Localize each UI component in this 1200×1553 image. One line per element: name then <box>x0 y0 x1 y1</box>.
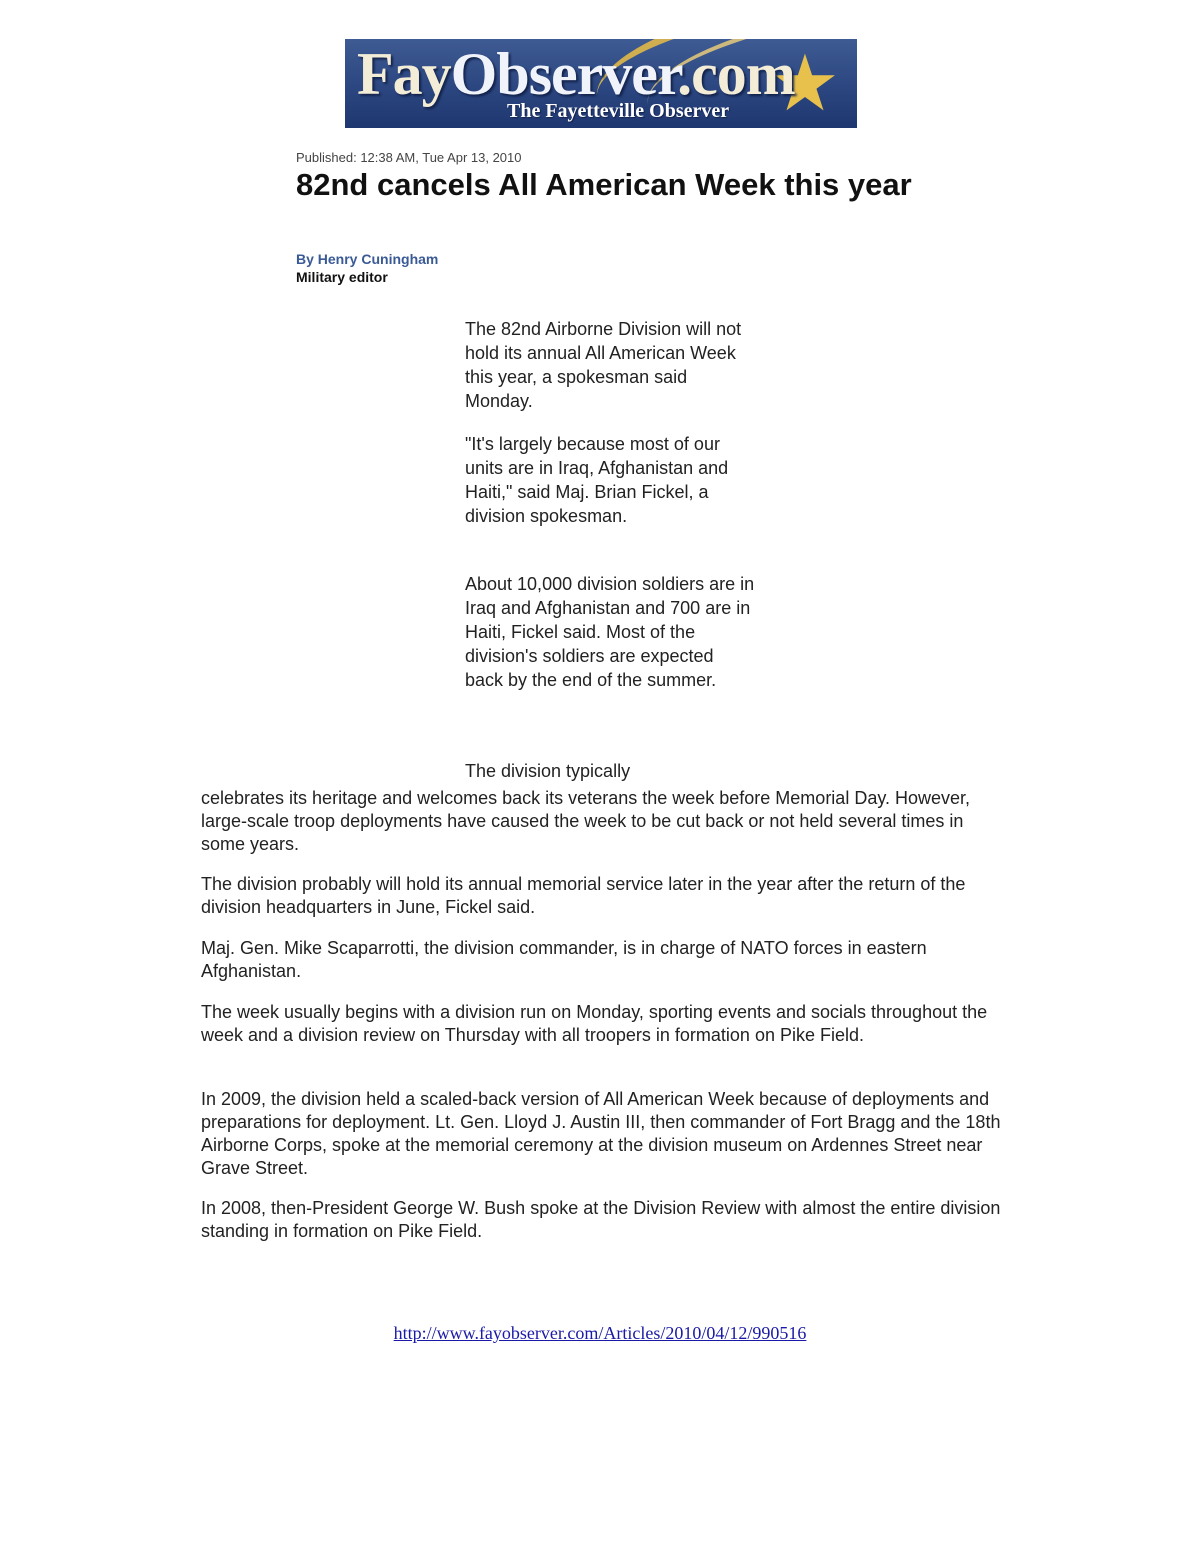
article-paragraph: The division probably will hold its annual memorial service later in the year after the return of the division headquarters in June, Fickel said. <box>201 874 966 917</box>
source-url-link[interactable]: http://www.fayobserver.com/Articles/2010/04/12/990516 <box>393 1323 807 1343</box>
logo-part-observer: Observer <box>450 41 678 107</box>
article-paragraph: In 2009, the division held a scaled-back version of All American Week because of deployments and preparations for deployment. Lt. Gen. Lloyd J. Austin III, then commander of Fort Bragg and the 18th Airborne Corps, spoke at the memorial ceremony at the division museum on Ardennes Street near Grave Street. <box>201 1089 1001 1178</box>
article-paragraph: "It's largely because most of our units are in Iraq, Afghanistan and Haiti," said Maj. Brian Fickel, a division spokesman. <box>465 434 729 526</box>
article-headline: 82nd cancels All American Week this year <box>296 167 912 202</box>
author-role: Military editor <box>296 269 388 285</box>
logo-part-com: .com <box>677 41 795 107</box>
masthead-logo <box>345 39 857 128</box>
article-paragraph: The week usually begins with a division run on Monday, sporting events and socials throughout the week and a division review on Thursday with all troopers in formation on Pike Field. <box>201 1002 988 1045</box>
article-paragraph: About 10,000 division soldiers are in Iraq and Afghanistan and 700 are in Haiti, Fickel said. Most of the division's soldiers are expected back by the end of the summer. <box>465 574 755 690</box>
author-byline: By Henry Cuningham <box>296 251 439 267</box>
star-icon: ★ <box>770 39 840 128</box>
article-paragraph: Maj. Gen. Mike Scaparrotti, the division commander, is in charge of NATO forces in eastern Afghanistan. <box>201 938 927 981</box>
published-timestamp: Published: 12:38 AM, Tue Apr 13, 2010 <box>296 150 522 165</box>
article-paragraph: The 82nd Airborne Division will not hold its annual All American Week this year, a spokesman said Monday. <box>465 319 742 411</box>
article-paragraph: The division typically <box>465 761 631 781</box>
logo-part-fay: Fay <box>357 41 451 107</box>
article-paragraph: celebrates its heritage and welcomes back its veterans the week before Memorial Day. However, large-scale troop deployments have caused the week to be cut back or not held several times in some years. <box>201 788 971 854</box>
article-paragraph: In 2008, then-President George W. Bush spoke at the Division Review with almost the entire division standing in formation on Pike Field. <box>201 1198 1001 1241</box>
logo-tagline: The Fayetteville Observer <box>507 100 730 122</box>
